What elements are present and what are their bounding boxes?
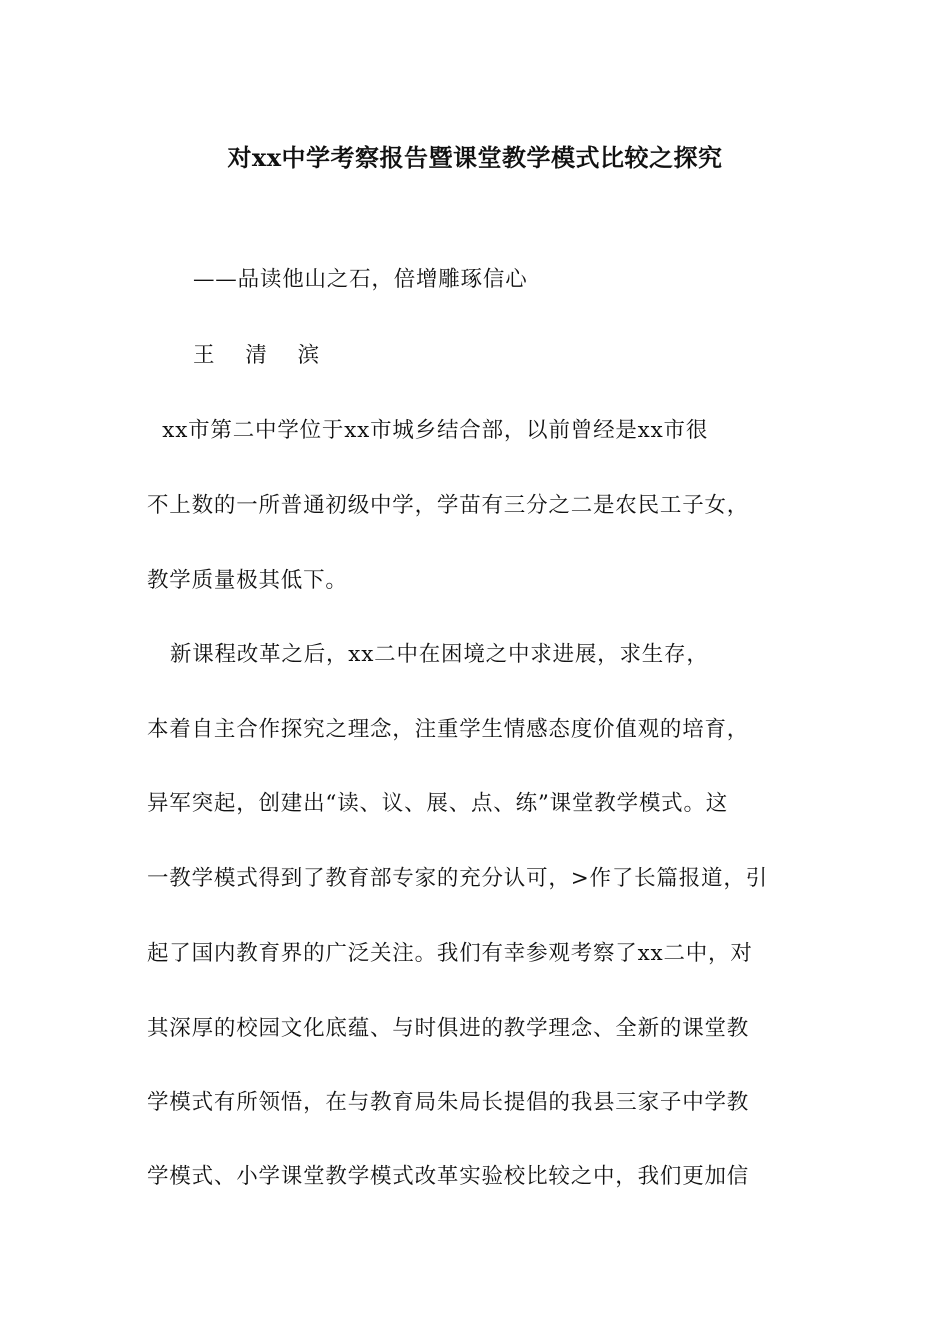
body-line: 学模式、小学课堂教学模式改革实验校比较之中，我们更加信 [147, 1164, 750, 1189]
body-line: 起了国内教育界的广泛关注。我们有幸参观考察了xx二中，对 [147, 941, 753, 966]
body-line: 本着自主合作探究之理念，注重学生情感态度价值观的培育， [147, 717, 750, 742]
body-line: 教学质量极其低下。 [147, 568, 348, 593]
body-line: 学模式有所领悟，在与教育局朱局长提倡的我县三家子中学教 [147, 1090, 750, 1115]
body-line: xx市第二中学位于xx市城乡结合部，以前曾经是xx市很 [147, 418, 709, 443]
author-name: 王 清 滨 [193, 343, 332, 368]
document-title: 对xx中学考察报告暨课堂教学模式比较之探究 [227, 143, 723, 172]
body-line: 其深厚的校园文化底蕴、与时俱进的教学理念、全新的课堂教 [147, 1016, 750, 1041]
body-line: 新课程改革之后，xx二中在困境之中求进展，求生存， [147, 642, 709, 667]
document-subtitle: ——品读他山之石，倍增雕琢信心 [193, 267, 528, 292]
body-line: 不上数的一所普通初级中学，学苗有三分之二是农民工子女， [147, 493, 750, 518]
body-line: 一教学模式得到了教育部专家的充分认可，>作了长篇报道，引 [147, 866, 768, 891]
body-line: 异军突起，创建出“读、议、展、点、练”课堂教学模式。这 [147, 791, 729, 816]
